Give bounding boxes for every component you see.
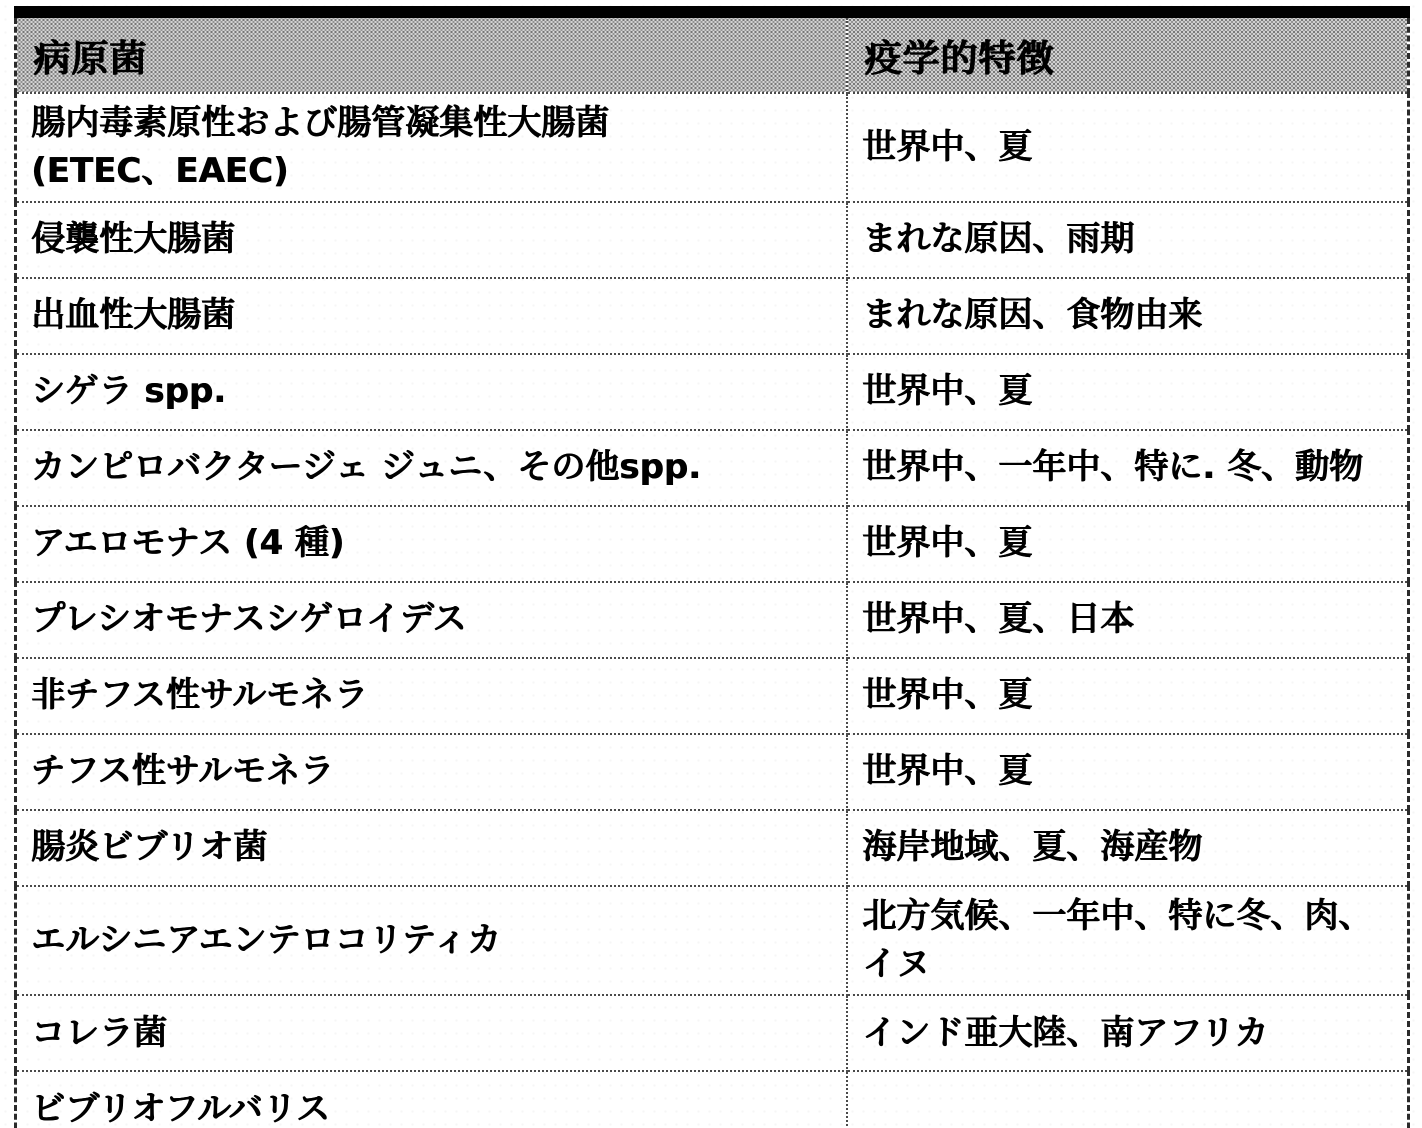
epidemiology-cell: 世界中、夏、日本 <box>847 582 1408 658</box>
table-row <box>16 582 1409 658</box>
epidemiology-cell: 世界中、一年中、特に. 冬、動物 <box>847 430 1408 506</box>
pathogen-cell: シゲラ spp. <box>16 354 848 430</box>
epidemiology-cell: 世界中、夏 <box>847 658 1408 734</box>
pathogen-cell: エルシニアエンテロコリティカ <box>16 886 848 995</box>
epidemiology-cell: 世界中、夏 <box>847 354 1408 430</box>
header-epidemiology: 疫学的特徴 <box>847 12 1408 93</box>
pathogen-cell: チフス性サルモネラ <box>16 734 848 810</box>
table-row <box>16 506 1409 582</box>
table-row <box>16 278 1409 354</box>
pathogen-cell: プレシオモナスシゲロイデス <box>16 582 848 658</box>
table-row <box>16 202 1409 278</box>
table-row <box>16 995 1409 1071</box>
epidemiology-cell: 北方気候、一年中、特に冬、肉、イヌ <box>847 886 1408 995</box>
pathogen-cell: 腸内毒素原性および腸管凝集性大腸菌 (ETEC、EAEC) <box>16 93 848 202</box>
pathogen-cell: 腸炎ビブリオ菌 <box>16 810 848 886</box>
table-body <box>16 93 1409 1128</box>
epidemiology-cell: 世界中、夏 <box>847 734 1408 810</box>
pathogen-cell: 侵襲性大腸菌 <box>16 202 848 278</box>
pathogen-table <box>14 6 1410 1128</box>
table-row <box>16 886 1409 995</box>
header-row <box>16 12 1409 93</box>
table-row <box>16 810 1409 886</box>
table-row <box>16 430 1409 506</box>
table-row <box>16 734 1409 810</box>
table-row <box>16 658 1409 734</box>
epidemiology-cell <box>847 1071 1408 1128</box>
epidemiology-cell: まれな原因、食物由来 <box>847 278 1408 354</box>
header-pathogen: 病原菌 <box>16 12 848 93</box>
pathogen-cell: アエロモナス (4 種) <box>16 506 848 582</box>
pathogen-cell: 出血性大腸菌 <box>16 278 848 354</box>
table-row <box>16 1071 1409 1128</box>
pathogen-cell: カンピロバクタージェ ジュニ、その他spp. <box>16 430 848 506</box>
table-row <box>16 354 1409 430</box>
epidemiology-cell: 海岸地域、夏、海産物 <box>847 810 1408 886</box>
pathogen-cell: 非チフス性サルモネラ <box>16 658 848 734</box>
pathogen-cell: コレラ菌 <box>16 995 848 1071</box>
epidemiology-cell: 世界中、夏 <box>847 506 1408 582</box>
pathogen-cell: ビブリオフルバリス <box>16 1071 848 1128</box>
epidemiology-cell: まれな原因、雨期 <box>847 202 1408 278</box>
epidemiology-cell: インド亜大陸、南アフリカ <box>847 995 1408 1071</box>
table-row <box>16 93 1409 202</box>
epidemiology-cell: 世界中、夏 <box>847 93 1408 202</box>
